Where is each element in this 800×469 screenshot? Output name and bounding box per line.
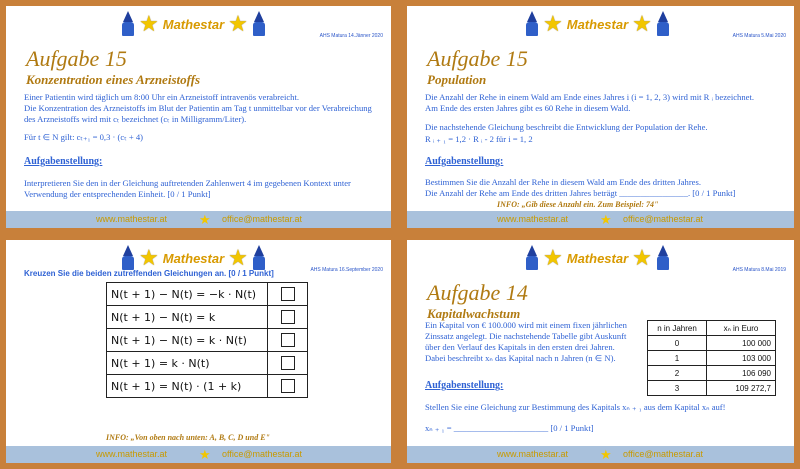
answer-line[interactable]: xₙ ₊ ₁ = ______________________ [0 / 1 Punkt]: [425, 423, 594, 433]
answer-line[interactable]: Die Anzahl der Rehe am Ende des dritten Jahres beträgt ________________. [0 / 1 Punkt]: [425, 188, 736, 198]
card-footer: [407, 211, 794, 228]
wizard-icon: [525, 11, 539, 37]
section-heading: Aufgabenstellung:: [425, 156, 504, 167]
star-icon: ★: [600, 212, 612, 227]
star-icon: ★: [543, 11, 563, 36]
wizard-icon: [121, 11, 135, 37]
checkbox[interactable]: [281, 333, 295, 347]
footer-email[interactable]: office@mathestar.at: [623, 214, 704, 224]
exam-date: AHS Matura 8.Mai 2019: [732, 267, 786, 273]
table-cell: 100 000: [707, 336, 776, 351]
table-row: [648, 366, 776, 381]
formula: R ᵢ ₊ ₁ = 1,2 · R ᵢ - 2 für i = 1, 2: [425, 134, 533, 144]
table-cell: 109 272,7: [707, 381, 776, 396]
star-icon: ★: [543, 245, 563, 270]
column-header: n in Jahren: [648, 321, 707, 336]
description-text: Ein Kapital von € 100.000 wird mit einem fixen jährlichen Zinssatz angelegt. Die nachstehende Tabelle gibt Auskunft über den Verlauf des Kapitals in den ersten drei Jahren. Dabei beschreibt xₙ das Kapital nach n Jahren (n ∈ N).: [425, 320, 627, 363]
star-icon: ★: [632, 11, 652, 36]
task-subtitle: Kapitalwachstum: [427, 306, 521, 321]
option-row-a[interactable]: [107, 283, 308, 306]
star-icon: ★: [600, 447, 612, 462]
mathestar-logo: [525, 9, 670, 39]
task-title: Aufgabe 14: [427, 280, 528, 305]
footer-website[interactable]: www.mathestar.at: [96, 449, 168, 459]
checkbox[interactable]: [281, 310, 295, 324]
task-text: Interpretieren Sie den in der Gleichung auftretenden Zahlenwert 4 im gegebenen Kontext unter Verwendung der entsprechenden Einheit. [0 / 1 Punkt]: [24, 178, 351, 199]
card-header: [6, 6, 391, 42]
footer-email[interactable]: office@mathestar.at: [222, 449, 303, 459]
star-icon: ★: [228, 245, 248, 270]
checkbox[interactable]: [281, 379, 295, 393]
checkbox[interactable]: [281, 287, 295, 301]
options-table: [106, 282, 308, 398]
logo-text: Mathestar: [566, 16, 629, 32]
table-row: [648, 381, 776, 396]
table-cell: 106 090: [707, 366, 776, 381]
footer-email[interactable]: office@mathestar.at: [222, 214, 303, 224]
option-equation: N(t + 1) = k · N(t): [107, 352, 268, 375]
task-text: Stellen Sie eine Gleichung zur Bestimmung des Kapitals xₙ ₊ ₁ aus dem Kapital xₙ auf!: [425, 402, 726, 412]
intro-text: Die Anzahl der Rehe in einem Wald am Ende eines Jahres i (i = 1, 2, 3) wird mit R ᵢ bezeichnet.: [425, 92, 755, 102]
mathestar-logo: [121, 9, 266, 39]
info-note: INFO: „Von oben nach unten: A, B, C, D und E": [106, 433, 270, 442]
card-footer: [407, 446, 794, 463]
card-header: [407, 240, 794, 276]
logo-text: Mathestar: [566, 250, 629, 266]
option-row-c[interactable]: [107, 329, 308, 352]
task-title: Aufgabe 15: [26, 46, 127, 71]
star-icon: ★: [139, 11, 159, 36]
card-footer: [6, 446, 391, 463]
card-kapitalwachstum: [407, 240, 794, 463]
star-icon: ★: [199, 212, 211, 227]
table-cell: 2: [648, 366, 707, 381]
instruction-text: Kreuzen Sie die beiden zutreffenden Gleichungen an. [0 / 1 Punkt]: [24, 269, 274, 278]
card-footer: [6, 211, 391, 228]
table-row: [648, 336, 776, 351]
card-konzentration: [6, 6, 391, 228]
table-cell: 3: [648, 381, 707, 396]
mathestar-logo: [525, 243, 670, 273]
table-header-row: [648, 321, 776, 336]
task-subtitle: Population: [427, 72, 487, 87]
card-population: [407, 6, 794, 228]
wizard-icon: [525, 245, 539, 271]
option-row-e[interactable]: [107, 375, 308, 398]
logo-text: Mathestar: [162, 16, 225, 32]
logo-text: Mathestar: [162, 250, 225, 266]
option-equation: N(t + 1) − N(t) = −k · N(t): [107, 283, 268, 306]
option-equation: N(t + 1) − N(t) = k: [107, 306, 268, 329]
checkbox[interactable]: [281, 356, 295, 370]
exam-date: AHS Matura 5.Mai 2020: [732, 33, 786, 39]
star-icon: ★: [632, 245, 652, 270]
wizard-icon: [252, 11, 266, 37]
option-equation: N(t + 1) − N(t) = k · N(t): [107, 329, 268, 352]
footer-website[interactable]: www.mathestar.at: [96, 214, 168, 224]
task-title: Aufgabe 15: [427, 46, 528, 71]
footer-email[interactable]: office@mathestar.at: [623, 449, 704, 459]
capital-table: [647, 320, 776, 396]
footer-website[interactable]: www.mathestar.at: [497, 214, 569, 224]
task-text: Bestimmen Sie die Anzahl der Rehe in diesem Wald am Ende des dritten Jahres.: [425, 177, 701, 187]
star-icon: ★: [199, 447, 211, 462]
star-icon: ★: [228, 11, 248, 36]
wizard-icon: [656, 245, 670, 271]
description-text: Die Konzentration des Arzneistoffs im Blut der Patientin am Tag t unmittelbar vor der Verabreichung des Arzneistoffs wird mit cₜ bezeichnet (cₜ in Milligramm/Liter).: [24, 103, 372, 124]
intro-text: Einer Patientin wird täglich um 8:00 Uhr ein Arzneistoff intravenös verabreicht.: [24, 92, 300, 102]
exam-date: AHS Matura 14.Jänner 2020: [319, 33, 383, 39]
option-row-d[interactable]: [107, 352, 308, 375]
option-equation: N(t + 1) = N(t) · (1 + k): [107, 375, 268, 398]
card-multiple-choice: [6, 240, 391, 463]
info-note: INFO: „Gib diese Anzahl ein. Zum Beispiel: 74": [497, 200, 659, 209]
exam-date: AHS Matura 16.September 2020: [310, 267, 383, 273]
task-subtitle: Konzentration eines Arzneistoffs: [26, 72, 201, 87]
card-header: [407, 6, 794, 42]
section-heading: Aufgabenstellung:: [425, 380, 504, 391]
footer-website[interactable]: www.mathestar.at: [497, 449, 569, 459]
table-cell: 0: [648, 336, 707, 351]
table-cell: 103 000: [707, 351, 776, 366]
description-text-2: Die nachstehende Gleichung beschreibt die Entwicklung der Population der Rehe.: [425, 122, 708, 132]
table-cell: 1: [648, 351, 707, 366]
column-header: xₙ in Euro: [707, 321, 776, 336]
formula: Für t ∈ N gilt: cₜ₊₁ = 0,3 · (cₜ + 4): [24, 132, 144, 142]
star-icon: ★: [139, 245, 159, 270]
option-row-b[interactable]: [107, 306, 308, 329]
section-heading: Aufgabenstellung:: [24, 156, 103, 167]
table-row: [648, 351, 776, 366]
wizard-icon: [656, 11, 670, 37]
description-text: Am Ende des ersten Jahres gibt es 60 Rehe in diesem Wald.: [425, 103, 631, 113]
